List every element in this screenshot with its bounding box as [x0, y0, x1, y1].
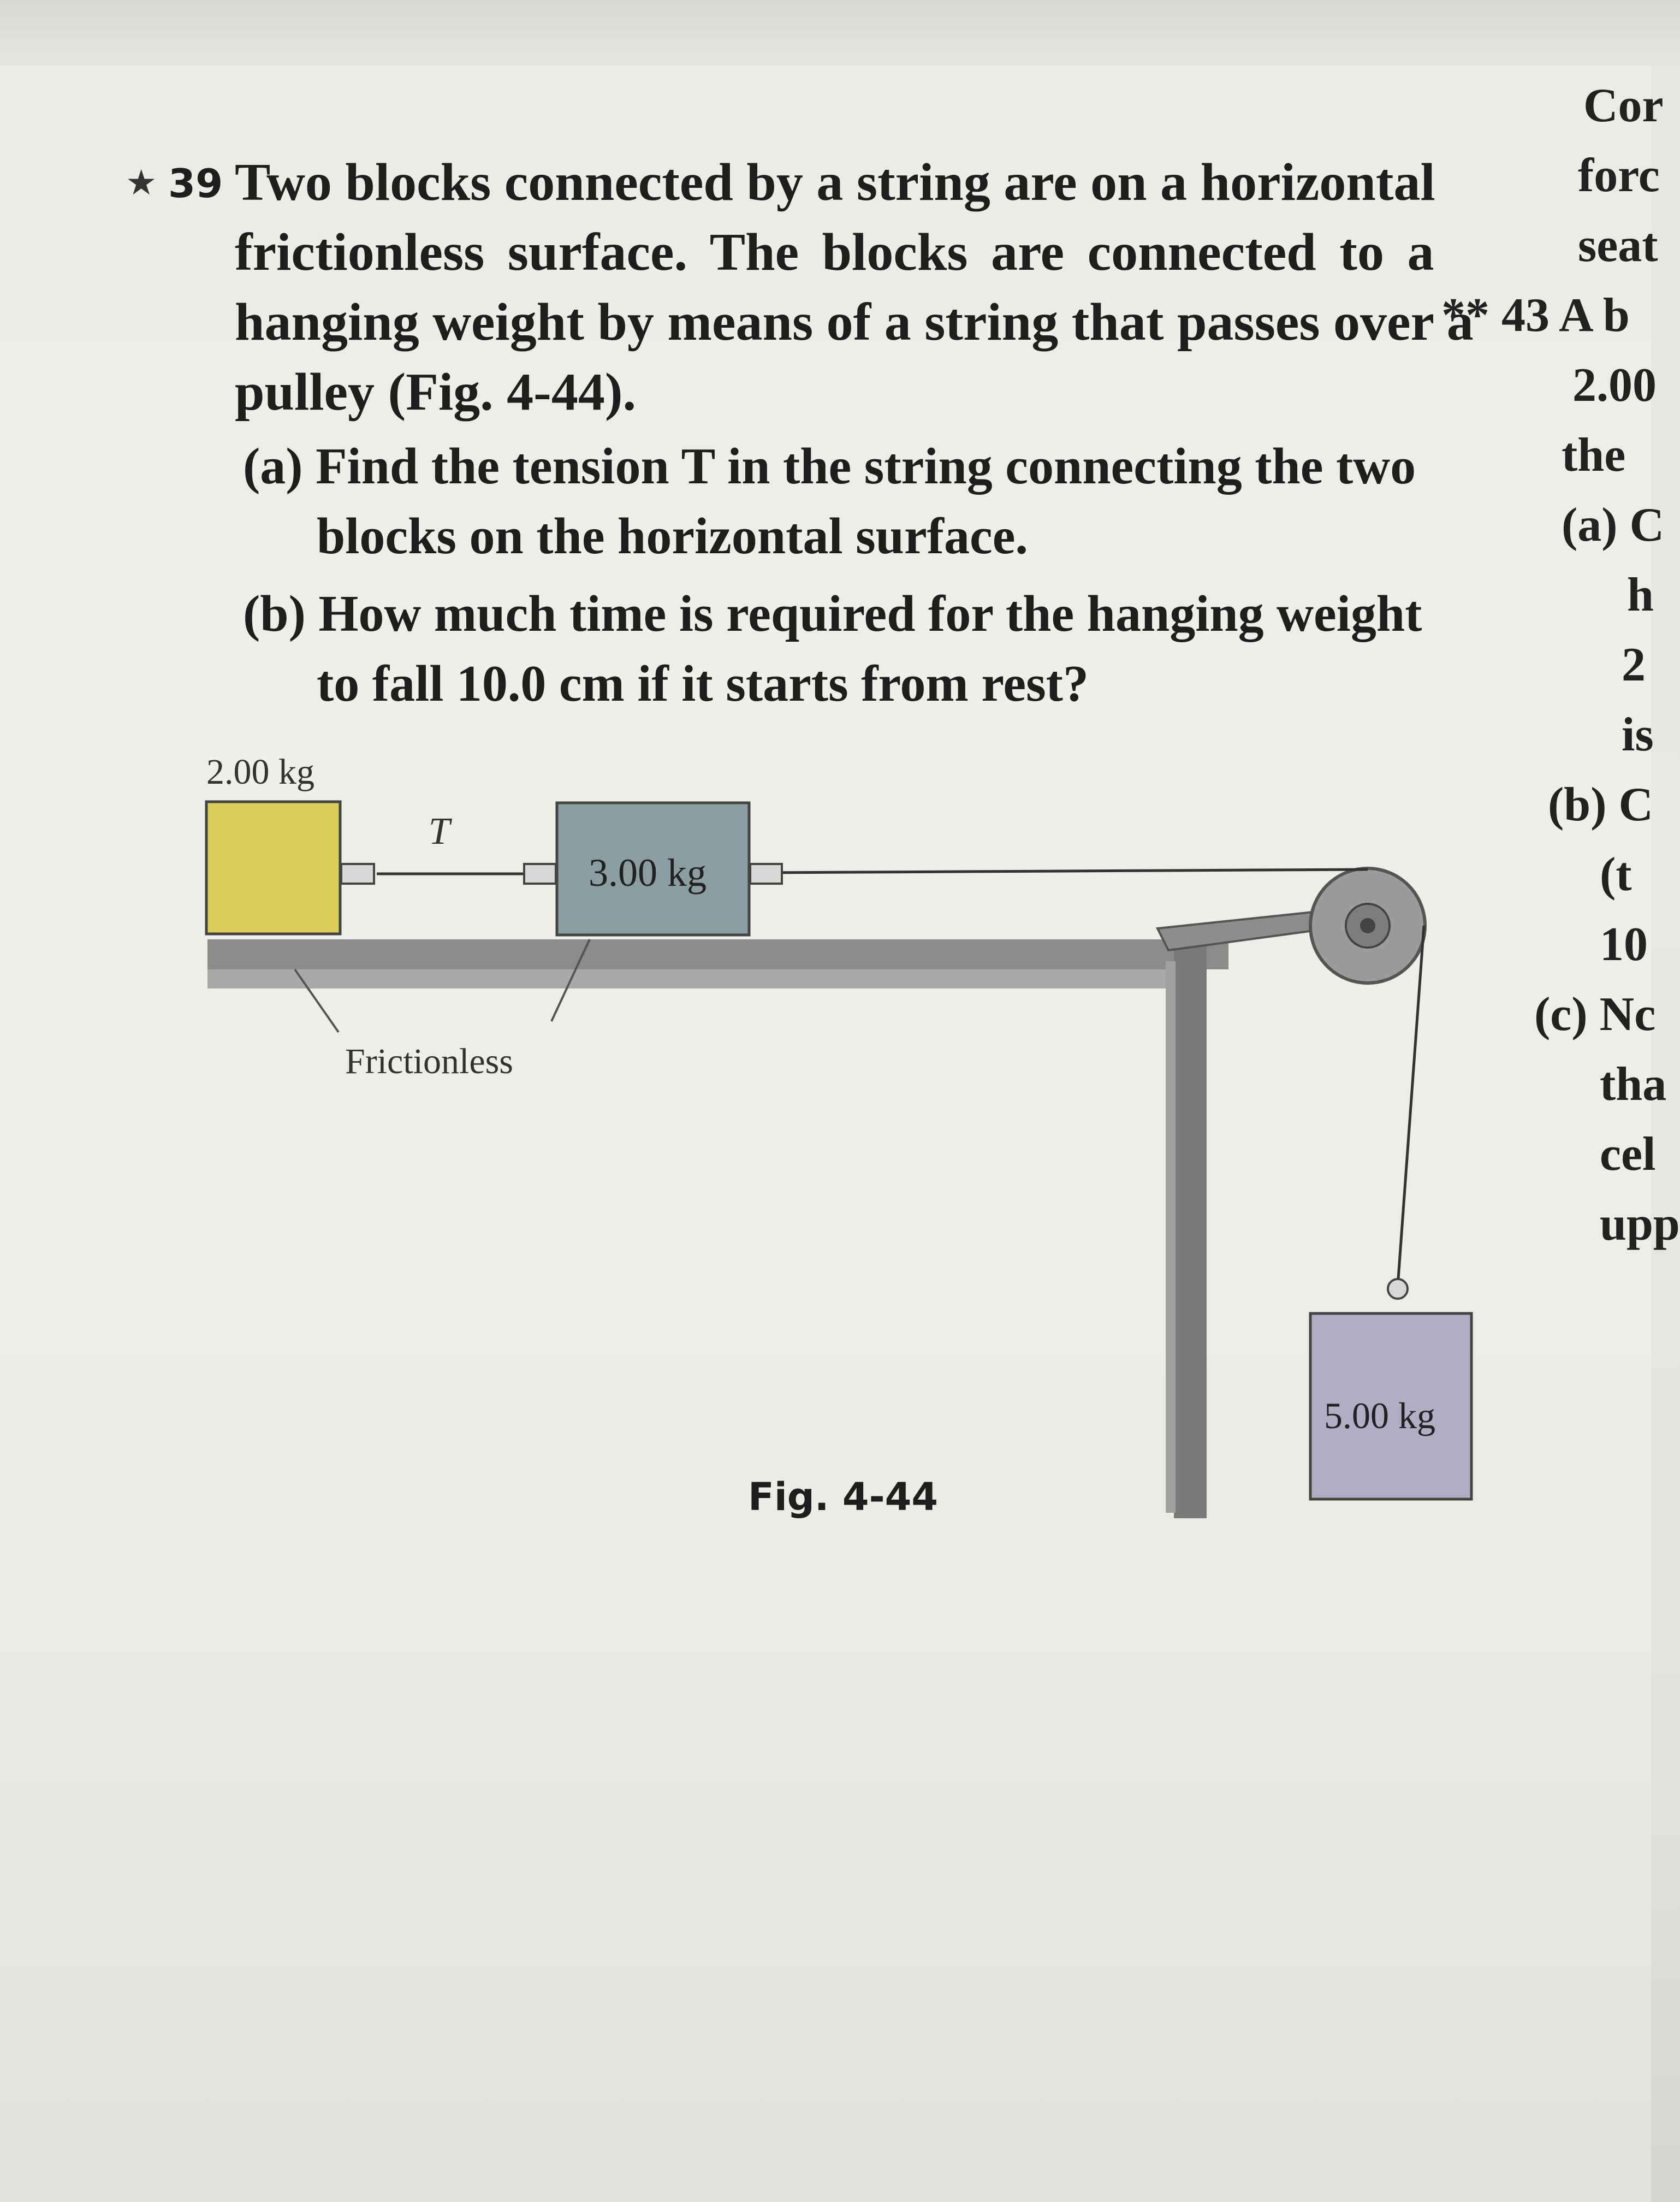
- fragment-line: upp: [1600, 1198, 1680, 1251]
- statement-line: pulley (Fig. 4-44).: [235, 363, 636, 422]
- block-2kg: [206, 802, 340, 934]
- part-a-line: (a) Find the tension T in the string connecting the two: [243, 438, 1416, 495]
- fragment-line: the: [1562, 429, 1626, 482]
- statement-line: frictionless surface. The blocks are connected to a: [235, 223, 1434, 282]
- difficulty-star-icon: ★: [126, 163, 157, 203]
- string-vertical: [1398, 926, 1424, 1286]
- hook-mid-left: [524, 864, 556, 884]
- part-b-line: to fall 10.0 cm if it starts from rest?: [317, 655, 1089, 712]
- pulley-axle: [1360, 918, 1375, 933]
- fragment-line: (b) C: [1548, 778, 1654, 831]
- fragment-line: cel: [1600, 1128, 1656, 1181]
- figure-caption: Fig. 4-44: [748, 1475, 939, 1519]
- mass-label-3kg: 3.00 kg: [589, 851, 707, 895]
- fragment-line: Cor: [1583, 79, 1664, 132]
- statement-line: Two blocks connected by a string are on a horizontal: [235, 153, 1435, 212]
- part-b-line: (b) How much time is required for the hanging weight: [243, 585, 1422, 642]
- hook-mid-right: [750, 864, 782, 884]
- part-a-line: blocks on the horizontal surface.: [317, 508, 1028, 565]
- problem-number: 39: [168, 161, 223, 206]
- fragment-line: is: [1622, 708, 1654, 761]
- fragment-line: (c) Nc: [1534, 988, 1656, 1041]
- tension-label: T: [429, 810, 450, 853]
- table-leg: [1174, 939, 1207, 1518]
- hook-left: [341, 864, 374, 884]
- fragment-line: (t: [1600, 848, 1632, 901]
- mass-label-2kg: 2.00 kg: [206, 752, 314, 792]
- fragment-line: tha: [1600, 1058, 1667, 1111]
- table-leg-shade: [1166, 961, 1176, 1513]
- fragment-line: h: [1627, 569, 1654, 621]
- table-top: [207, 939, 1228, 969]
- fragment-line: forc: [1578, 149, 1660, 202]
- fragment-line: 2: [1622, 638, 1646, 691]
- fragment-line: seat: [1578, 219, 1658, 272]
- fragment-line: ** 43 A b: [1441, 289, 1630, 342]
- table-top-shade: [207, 969, 1190, 988]
- fragment-line: 10: [1600, 918, 1648, 971]
- frictionless-label: Frictionless: [345, 1041, 513, 1081]
- hook-hanging: [1388, 1279, 1408, 1299]
- fragment-line: 2.00: [1572, 359, 1657, 412]
- fragment-line: (a) C: [1562, 499, 1665, 552]
- string-top: [762, 869, 1368, 873]
- mass-label-5kg: 5.00 kg: [1324, 1395, 1435, 1436]
- statement-line: hanging weight by means of a string that passes over a: [235, 293, 1474, 352]
